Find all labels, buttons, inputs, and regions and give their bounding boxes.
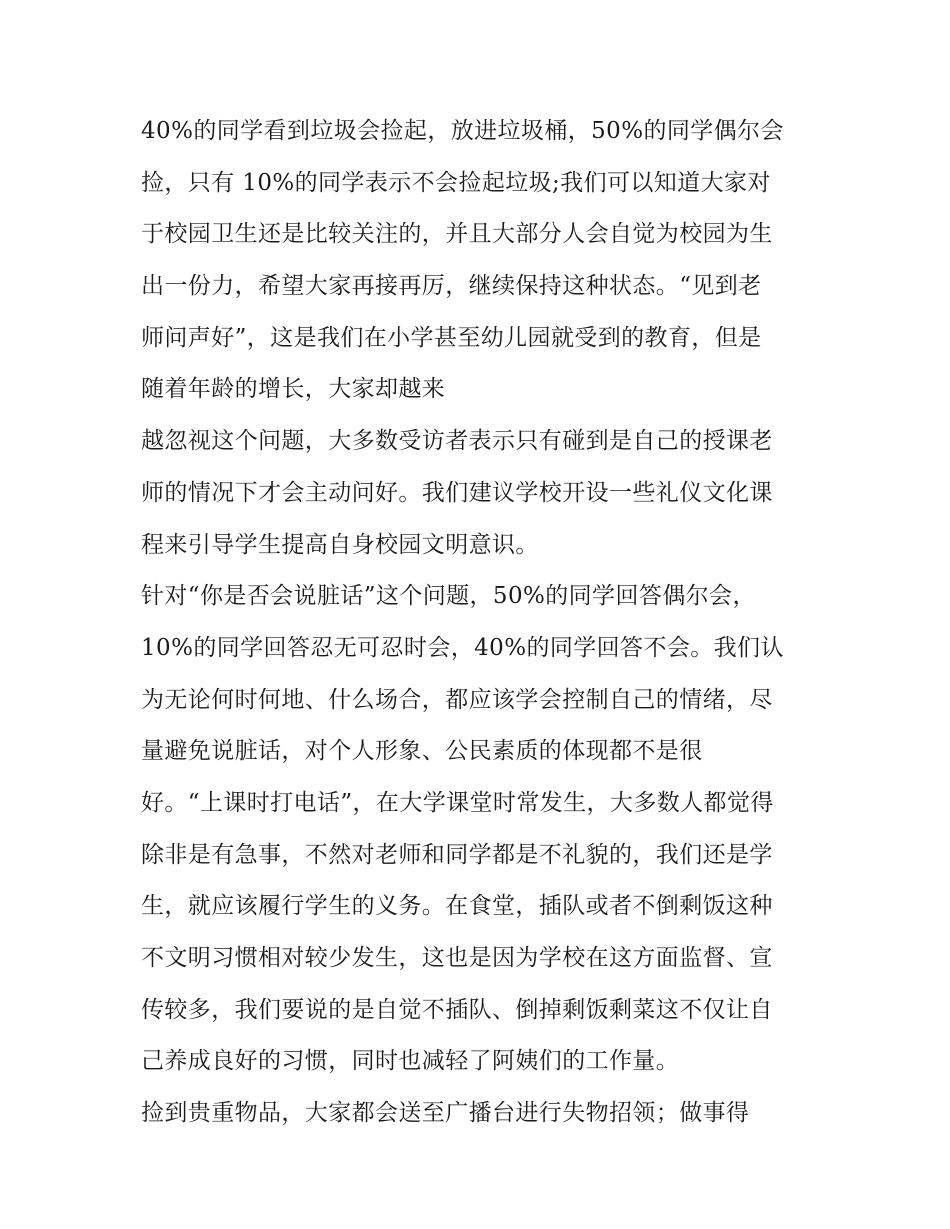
text-line: 好。“上课时打电话”，在大学课堂时常发生，大多数人都觉得	[141, 789, 774, 816]
text-line: 40%的同学看到垃圾会捡起，放进垃圾桶，50%的同学偶尔会	[141, 118, 784, 144]
text-line: 捡到贵重物品，大家都会送至广播台进行失物招领；做事得	[141, 1100, 750, 1127]
text-line: 出一份力，希望大家再接再厉，继续保持这种状态。“见到老	[141, 273, 762, 300]
text-line: 师的情况下才会主动问好。我们建议学校开设一些礼仪文化课	[141, 479, 773, 506]
text-line: 于校园卫生还是比较关注的，并且大部分人会自觉为校园为生	[141, 221, 773, 248]
text-line: 捡，只有 10%的同学表示不会捡起垃圾;我们可以知道大家对	[141, 169, 771, 196]
text-line: 针对“你是否会说脏话”这个问题，50%的同学回答偶尔会，	[141, 583, 756, 610]
text-line: 程来引导学生提高自身校园文明意识。	[141, 531, 539, 558]
body-text	[141, 106, 821, 1140]
text-line: 10%的同学回答忍无可忍时会，40%的同学回答不会。我们认	[141, 634, 784, 661]
text-line: 量避免说脏话，对个人形象、公民素质的体现都不是很	[141, 738, 703, 765]
text-line: 除非是有急事，不然对老师和同学都是不礼貌的，我们还是学	[141, 841, 773, 868]
text-line: 传较多，我们要说的是自觉不插队、倒掉剩饭剩菜这不仅让自	[141, 996, 773, 1023]
text-line: 师问声好”，这是我们在小学甚至幼儿园就受到的教育，但是	[141, 324, 762, 351]
text-line: 生，就应该履行学生的义务。在食堂，插队或者不倒剩饭这种	[141, 893, 773, 920]
text-line: 不文明习惯相对较少发生，这也是因为学校在这方面监督、宣	[141, 945, 773, 971]
text-line: 为无论何时何地、什么场合，都应该学会控制自己的情绪，尽	[141, 686, 773, 713]
text-line: 随着年龄的增长，大家却越来	[141, 376, 446, 403]
text-line: 己养成良好的习惯，同时也减轻了阿姨们的工作量。	[141, 1048, 680, 1075]
text-line: 越忽视这个问题，大多数受访者表示只有碰到是自己的授课老	[141, 428, 773, 455]
